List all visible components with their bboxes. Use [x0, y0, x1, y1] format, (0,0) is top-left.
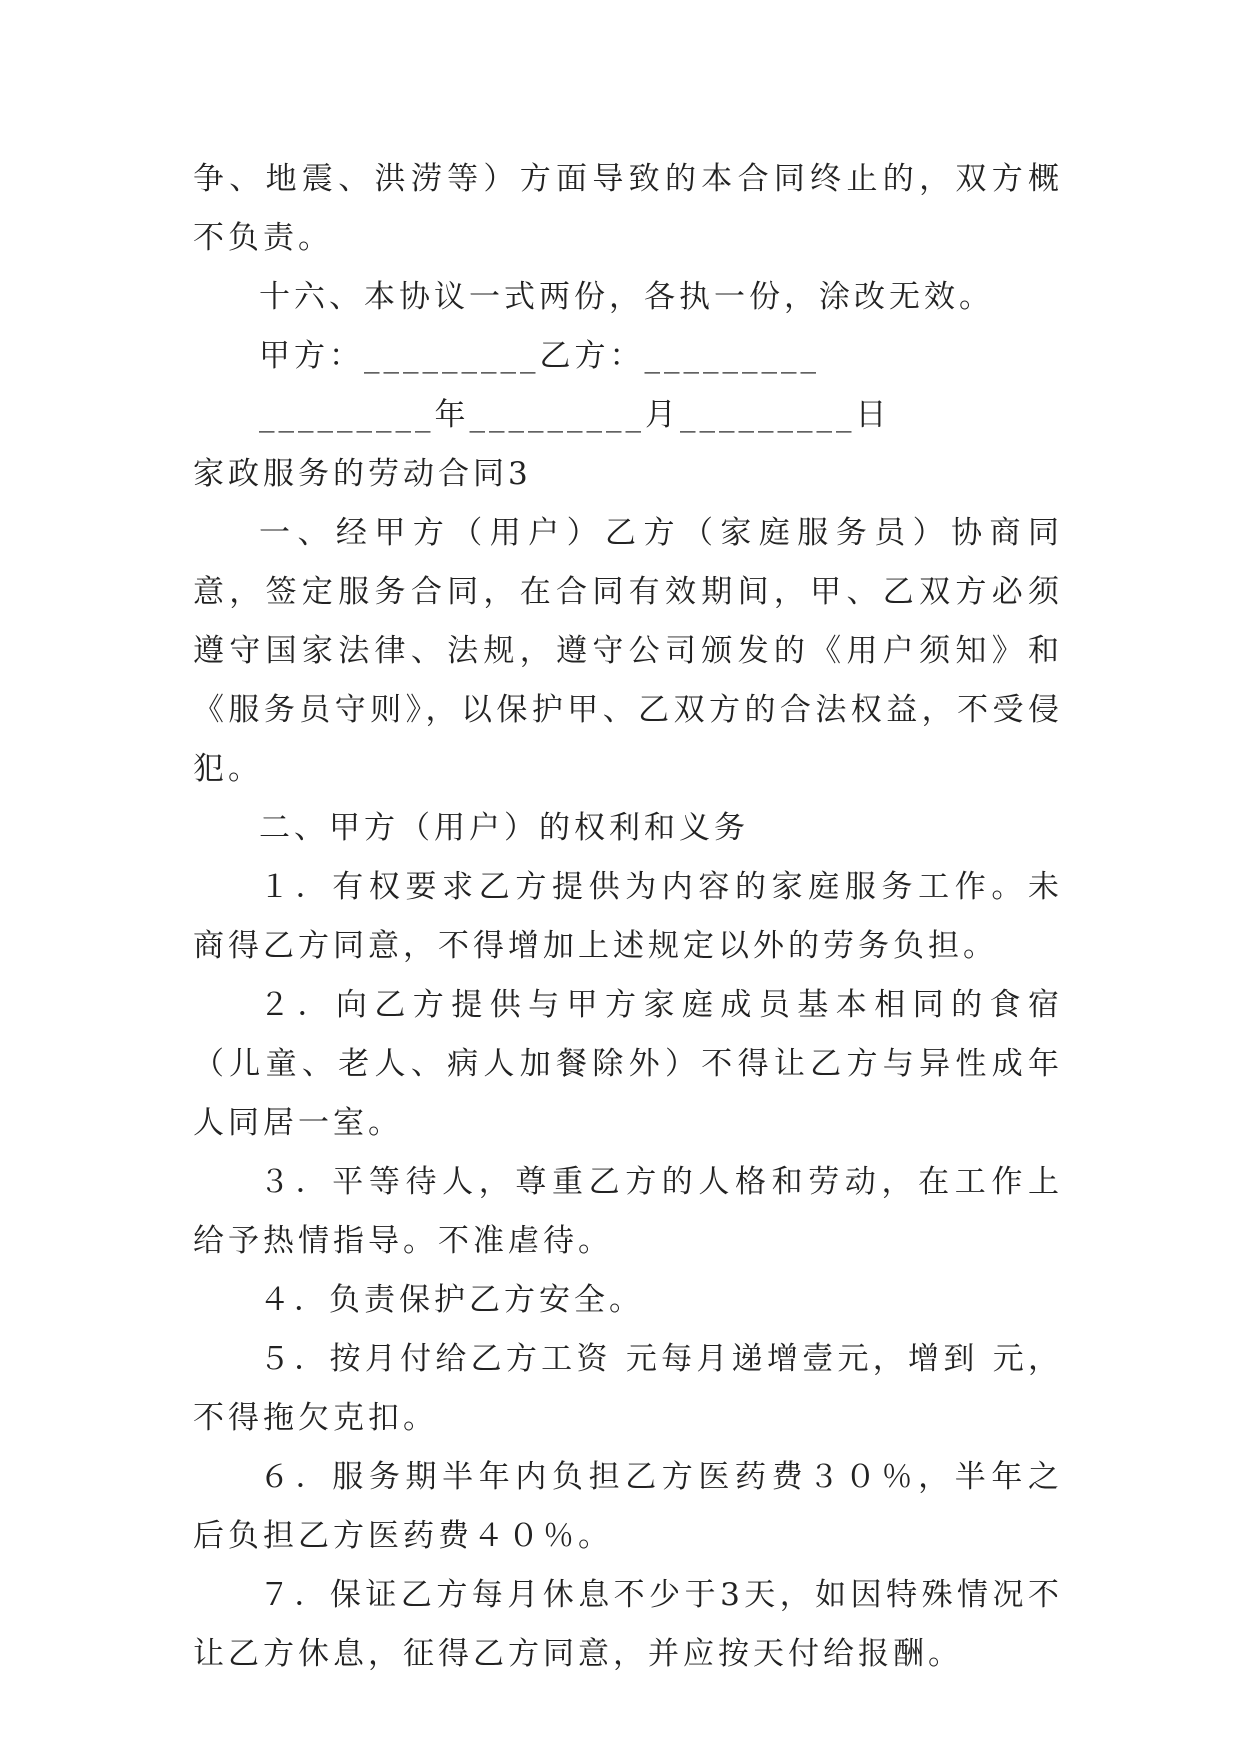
paragraph-item-7: ７．保证乙方每月休息不少于3天，如因特殊情况不让乙方休息，征得乙方同意，并应按天付给报酬。	[193, 1577, 1063, 1672]
paragraph-item-1: １．有权要求乙方提供为内容的家庭服务工作。未商得乙方同意，不得增加上述规定以外的劳务负担。	[193, 869, 1063, 964]
document-body	[193, 150, 1063, 1684]
signature-line-date: _________年_________月_________日	[259, 397, 891, 433]
paragraph-force-majeure-end: 争、地震、洪涝等）方面导致的本合同终止的，双方概不负责。	[193, 161, 1063, 256]
paragraph-item-5: ５．按月付给乙方工资 元每月递增壹元，增到 元，不得拖欠克扣。	[193, 1341, 1063, 1436]
paragraph-item-4: ４．负责保护乙方安全。	[259, 1282, 644, 1318]
paragraph-item-2: ２．向乙方提供与甲方家庭成员基本相同的食宿（儿童、老人、病人加餐除外）不得让乙方与异性成年人同居一室。	[193, 987, 1063, 1141]
paragraph-item-6: ６．服务期半年内负担乙方医药费３０％，半年之后负担乙方医药费４０％。	[193, 1459, 1063, 1554]
paragraph-clause-16: 十六、本协议一式两份，各执一份，涂改无效。	[259, 279, 994, 315]
paragraph-section-1: 一、经甲方（用户）乙方（家庭服务员）协商同意，签定服务合同，在合同有效期间，甲、乙双方必须遵守国家法律、法规，遵守公司颁发的《用户须知》和《服务员守则》，以保护甲、乙双方的合法权益，不受侵犯。	[193, 515, 1063, 787]
signature-line-parties: 甲方：_________乙方：_________	[259, 338, 820, 374]
paragraph-section-2-heading: 二、甲方（用户）的权利和义务	[259, 810, 749, 846]
paragraph-item-3: ３．平等待人，尊重乙方的人格和劳动，在工作上给予热情指导。不准虐待。	[193, 1164, 1063, 1259]
contract-title: 家政服务的劳动合同3	[193, 456, 532, 492]
